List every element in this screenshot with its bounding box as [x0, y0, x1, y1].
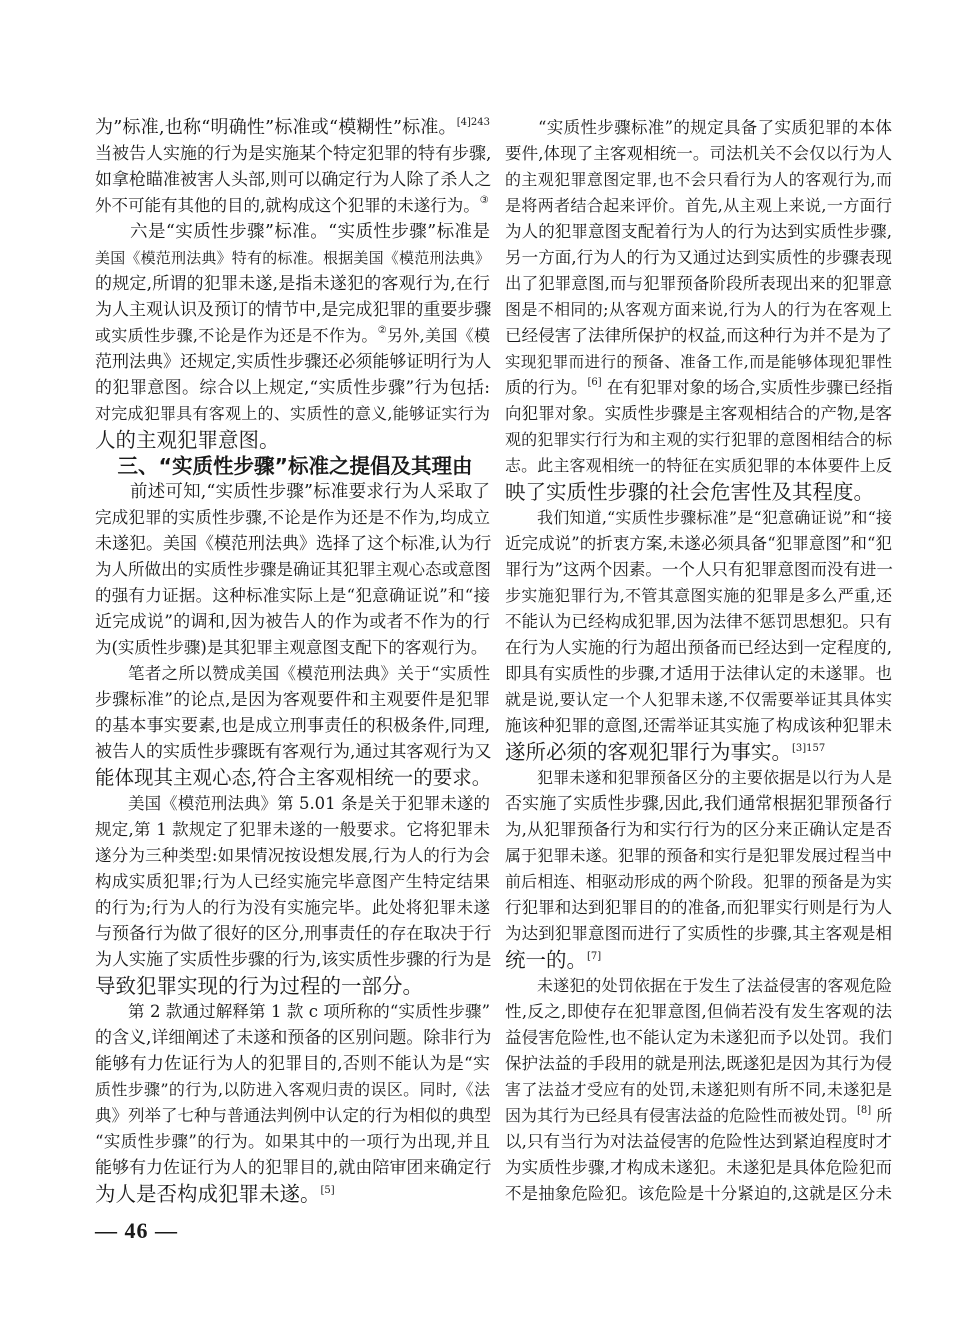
text-line: [505, 999, 892, 1025]
paragraph: [95, 661, 490, 791]
text-line: [505, 869, 892, 895]
line-text: 行犯罪和达到犯罪目的的准备,而犯罪实行则是行为人: [505, 898, 892, 917]
text-line: [95, 1077, 490, 1103]
text-line: [505, 505, 892, 531]
text-line: [95, 739, 490, 765]
line-text: 范刑法典》还规定,实质性步骤还必须能够证明行为人: [95, 352, 492, 372]
text-line: [95, 167, 490, 193]
citation-superscript: [8]: [857, 1105, 872, 1116]
text-line: [505, 245, 892, 271]
line-text: 外不可能有其他的目的,就构成这个犯罪的未遂行为。: [95, 196, 480, 215]
citation-superscript: [4]243: [456, 117, 490, 128]
text-line: [95, 427, 490, 453]
text-line: [95, 323, 490, 349]
text-line: [95, 1129, 490, 1155]
line-text-continued: 在有犯罪对象的场合,实质性步骤已经指: [601, 378, 893, 397]
text-line: [95, 115, 490, 141]
text-line: [95, 817, 490, 843]
text-line: [95, 1051, 490, 1077]
text-line: [95, 947, 490, 973]
line-text: 因为其行为已经具有侵害法益的危险性而被处罚。: [505, 1106, 858, 1125]
text-line: [95, 453, 490, 479]
text-line: [505, 921, 892, 947]
text-line: [95, 713, 490, 739]
line-text: 或实质性步骤,不论是作为还是不作为。: [95, 326, 378, 345]
text-line: [505, 1103, 892, 1129]
text-line: [95, 1155, 490, 1181]
line-text: 的犯罪意图。综合以上规定,“实质性步骤”行为包括:: [95, 378, 490, 398]
line-text: 向犯罪对象。实质性步骤是主客观相结合的产物,是客: [505, 404, 892, 423]
text-line: [95, 193, 490, 219]
line-text: 为人所做出的实质性步骤是确证其犯罪主观心态或意图: [95, 560, 491, 579]
line-text: 出了犯罪意图,而与犯罪预备阶段所表现出来的犯罪意: [505, 274, 892, 293]
text-line: [505, 557, 892, 583]
text-line: [505, 1155, 892, 1181]
line-text: 以,只有当行为对法益侵害的危险性达到紧迫程度时才: [505, 1132, 892, 1151]
text-line: [505, 271, 892, 297]
line-text: 益侵害危险性,也不能认定为未遂犯而予以处罚。我们: [505, 1028, 892, 1047]
text-line: [95, 583, 490, 609]
line-text: 人的主观犯罪意图。: [95, 428, 280, 452]
citation-superscript: [3]157: [792, 743, 826, 754]
line-text-continued: 所: [871, 1106, 893, 1125]
line-text: 犯罪未遂和犯罪预备区分的主要依据是以行为人是: [537, 768, 892, 787]
line-text: 能够有力佐证行为人的犯罪目的,否则不能认为是“实: [95, 1054, 490, 1074]
text-line: [505, 791, 892, 817]
text-line: [95, 1025, 490, 1051]
line-text: 性,反之,即使存在犯罪意图,但倘若没有发生客观的法: [505, 1002, 892, 1021]
line-text: 第 2 款通过解释第 1 款 c 项所称的“实质性步骤”: [128, 1002, 490, 1021]
text-line: [95, 219, 490, 245]
line-text: 为实质性步骤,才构成未遂犯。未遂犯是具体危险犯而: [505, 1158, 892, 1177]
line-text: 观的犯罪实行行为和主观的实行犯罪的意图相结合的标: [505, 430, 892, 449]
line-text: 能体现其主观心态,符合主客观相统一的要求。: [95, 766, 492, 789]
line-text: 如拿枪瞄准被害人头部,则可以确定行为人除了杀人之: [95, 170, 492, 190]
line-text: 的行为;行为人的行为没有实施完毕。此处将犯罪未遂: [95, 898, 490, 917]
text-line: [95, 479, 490, 505]
text-line: [505, 219, 892, 245]
line-text: 否实施了实质性步骤,因此,我们通常根据犯罪预备行: [505, 794, 892, 814]
line-text: 为人实施了实质性步骤的行为,该实质性步骤的行为是: [95, 950, 492, 970]
right-column: [505, 115, 892, 1207]
text-line: [95, 661, 490, 687]
text-line: [505, 1129, 892, 1155]
text-line: [505, 947, 892, 973]
line-text: 遂所必须的客观犯罪行为事实。: [505, 740, 792, 764]
text-line: [95, 141, 490, 167]
line-text: 步实施犯罪行为,不管其意图实施的犯罪是多么严重,还: [505, 586, 892, 605]
line-text: 的含义,详细阐述了未遂和预备的区别问题。除非行为: [95, 1028, 492, 1048]
text-line: [505, 401, 892, 427]
text-line: [95, 375, 490, 401]
page-number: — 46 —: [95, 1218, 178, 1243]
line-text: 是将两者结合起来评价。首先,从主观上来说,一方面行: [505, 196, 892, 215]
line-text: 与预备行为做了很好的区分,刑事责任的存在取决于行: [95, 924, 492, 944]
text-line: [505, 713, 892, 739]
text-line: [505, 1077, 892, 1103]
citation-superscript: [5]: [320, 1185, 335, 1196]
line-text: 六是“实质性步骤”标准。“实质性步骤”标准是: [130, 222, 490, 242]
text-line: [505, 609, 892, 635]
line-text: 质性步骤”的行为,以防进入客观归责的误区。同时,《法: [95, 1080, 490, 1099]
line-text: 为(实质性步骤)是其犯罪主观意图支配下的客观行为。: [95, 638, 488, 657]
line-text: 图是不相同的;从客观方面来说,行为人的行为在客观上: [505, 300, 892, 319]
line-text: 质的行为。: [505, 378, 588, 397]
line-text: 的规定,所谓的犯罪未遂,是指未遂犯的客观行为,在行: [95, 274, 490, 294]
line-text: 能够有力佐证行为人的犯罪目的,就由陪审团来确定行: [95, 1158, 492, 1178]
text-line: [95, 271, 490, 297]
line-text: 另一方面,行为人的行为又通过达到实质性的步骤表现: [505, 248, 892, 267]
text-line: [505, 583, 892, 609]
line-text: 在行为人实施的行为超出预备而已经达到一定程度的,: [505, 638, 892, 657]
line-text: 的强有力证据。这种标准实际上是“犯意确证说”和“接: [95, 586, 490, 605]
line-text: 笔者之所以赞成美国《模范刑法典》关于“实质性: [128, 664, 490, 683]
text-line: [95, 349, 490, 375]
line-text: 已经侵害了法律所保护的权益,而这种行为并不是为了: [505, 326, 892, 345]
line-text: 志。此主客观相统一的特征在实质犯罪的本体要件上反: [505, 456, 892, 475]
line-text: 我们知道,“实质性步骤标准”是“犯意确证说”和“接: [537, 508, 892, 527]
text-line: [505, 141, 892, 167]
text-line: [95, 1181, 490, 1207]
text-line: [95, 557, 490, 583]
citation-superscript: ②: [377, 325, 388, 336]
line-text: 为人的犯罪意图支配着行为人的行为达到实质性步骤,: [505, 222, 892, 241]
citation-superscript: [7]: [587, 951, 602, 962]
text-line: [95, 687, 490, 713]
line-text: 即具有实质性的步骤,才适用于法律认定的未遂罪。也: [505, 664, 892, 683]
line-text: 前述可知,“实质性步骤”标准要求行为人采取了: [130, 482, 490, 502]
text-line: [505, 115, 892, 141]
section-heading: [95, 453, 490, 479]
text-line: [95, 297, 490, 323]
text-line: [505, 895, 892, 921]
text-line: [505, 765, 892, 791]
text-line: [505, 843, 892, 869]
line-text: 近完成说”的调和,因为被告人的作为或者不作为的行: [95, 612, 490, 632]
line-text: 未遂犯。美国《模范刑法典》选择了这个标准,认为行: [95, 534, 492, 554]
text-line: [95, 791, 490, 817]
line-text: 保护法益的手段用的就是刑法,既遂犯是因为其行为侵: [505, 1054, 892, 1073]
line-text: 罪行为”这两个因素。一个人只有犯罪意图而没有进一: [505, 560, 893, 579]
text-line: [505, 817, 892, 843]
line-text: 美国《模范刑法典》第 5.01 条是关于犯罪未遂的: [128, 794, 490, 813]
line-text: 的基本事实要素,也是成立刑事责任的积极条件,同理,: [95, 716, 490, 736]
line-text: 被告人的实质性步骤既有客观行为,通过其客观行为又: [95, 742, 492, 762]
text-line: [505, 1025, 892, 1051]
paragraph: [505, 973, 892, 1207]
line-text-continued: 另外,美国《模: [387, 326, 490, 345]
text-line: [505, 453, 892, 479]
line-text: 施该种犯罪的意图,还需举证其实施了构成该种犯罪未: [505, 716, 892, 735]
line-text: 为人是否构成犯罪未遂。: [95, 1182, 321, 1206]
text-line: [95, 505, 490, 531]
text-line: [95, 245, 490, 271]
text-line: [505, 375, 892, 401]
line-text: 三、“实质性步骤”标准之提倡及其理由: [117, 454, 473, 478]
line-text: 当被告人实施的行为是实施某个特定犯罪的特有步骤,: [95, 144, 492, 164]
text-line: [505, 323, 892, 349]
paragraph: [95, 791, 490, 999]
text-line: [505, 193, 892, 219]
paragraph: [95, 999, 490, 1207]
line-text: 统一的。: [505, 948, 587, 972]
line-text: “实质性步骤”的行为。如果其中的一项行为出现,并且: [95, 1132, 490, 1151]
text-line: [505, 427, 892, 453]
line-text: 未遂犯的处罚依据在于发生了法益侵害的客观危险: [537, 976, 892, 995]
line-text: 近完成说”的折衷方案,未遂必须具备“犯罪意图”和“犯: [505, 534, 892, 553]
line-text: 美国《模范刑法典》特有的标准。根据美国《模范刑法典》: [95, 249, 490, 267]
line-text: 要件,体现了主客观相统一。司法机关不会仅以行为人: [505, 144, 892, 163]
line-text: 构成实质犯罪;行为人已经实施完毕意图产生特定结果: [95, 872, 490, 891]
paragraph: [95, 219, 490, 453]
paragraph: [505, 765, 892, 973]
text-line: [95, 1103, 490, 1129]
text-line: [505, 349, 892, 375]
paragraph: [505, 115, 892, 505]
text-line: [505, 531, 892, 557]
line-text: 完成犯罪的实质性步骤,不论是作为还是不作为,均成立: [95, 508, 490, 527]
text-line: [95, 921, 490, 947]
text-line: [505, 687, 892, 713]
line-text: 对完成犯罪具有客观上的、实质性的意义,能够证实行为: [95, 404, 490, 423]
line-text: 为”标准,也称“明确性”标准或“模糊性”标准。: [95, 117, 457, 138]
line-text: 为,从犯罪预备行为和实行行为的区分来正确认定是否: [505, 820, 892, 839]
text-line: [505, 479, 892, 505]
line-text: 典》列举了七种与普通法判例中认定的行为相似的典型: [95, 1106, 491, 1125]
text-line: [95, 895, 490, 921]
citation-superscript: [6]: [587, 377, 602, 388]
paragraph: [505, 505, 892, 765]
text-line: [505, 1181, 892, 1207]
text-line: [505, 297, 892, 323]
text-line: [505, 973, 892, 999]
text-line: [95, 869, 490, 895]
line-text: “实质性步骤标准”的规定具备了实质犯罪的本体: [538, 118, 892, 137]
paragraph: [95, 479, 490, 661]
text-line: [95, 999, 490, 1025]
line-text: 实现犯罪而进行的预备、准备工作,而是能够体现犯罪性: [505, 353, 892, 371]
citation-superscript: ③: [479, 195, 489, 206]
text-line: [95, 609, 490, 635]
line-text: 映了实质性步骤的社会危害性及其程度。: [505, 480, 874, 504]
text-line: [505, 635, 892, 661]
line-text: 遂分为三种类型:如果情况按设想发展,行为人的行为会: [95, 846, 490, 865]
text-line: [505, 739, 892, 765]
line-text: 前后相连、相驱动形成的两个阶段。犯罪的预备是为实: [505, 872, 892, 891]
text-line: [505, 661, 892, 687]
line-text: 为达到犯罪意图而进行了实质性的步骤,其主客观是相: [505, 924, 892, 943]
text-line: [95, 843, 490, 869]
line-text: 害了法益才受应有的处罚,未遂犯则有所不同,未遂犯是: [505, 1080, 892, 1099]
text-line: [95, 973, 490, 999]
text-line: [95, 765, 490, 791]
line-text: 步骤标准”的论点,是因为客观要件和主观要件是犯罪: [95, 690, 490, 710]
left-column: [95, 115, 490, 1207]
line-text: 属于犯罪未遂。犯罪的预备和实行是犯罪发展过程当中: [505, 846, 892, 865]
line-text: 导致犯罪实现的行为过程的一部分。: [95, 974, 423, 998]
text-line: [505, 167, 892, 193]
text-line: [505, 1051, 892, 1077]
text-line: [95, 401, 490, 427]
line-text: 的主观犯罪意图定罪,也不会只看行为人的客观行为,而: [505, 170, 892, 189]
line-text: 不能认为已经构成犯罪,因为法律不惩罚思想犯。只有: [505, 612, 892, 631]
text-line: [95, 635, 490, 661]
line-text: 不是抽象危险犯。该危险是十分紧迫的,这就是区分未: [505, 1184, 892, 1203]
line-text: 为人主观认识及预订的情节中,是完成犯罪的重要步骤: [95, 300, 492, 320]
paragraph: [95, 115, 490, 219]
line-text: 规定,第 1 款规定了犯罪未遂的一般要求。它将犯罪未: [95, 820, 490, 839]
line-text: 就是说,要认定一个人犯罪未遂,不仅需要举证其具体实: [505, 690, 892, 709]
text-line: [95, 531, 490, 557]
